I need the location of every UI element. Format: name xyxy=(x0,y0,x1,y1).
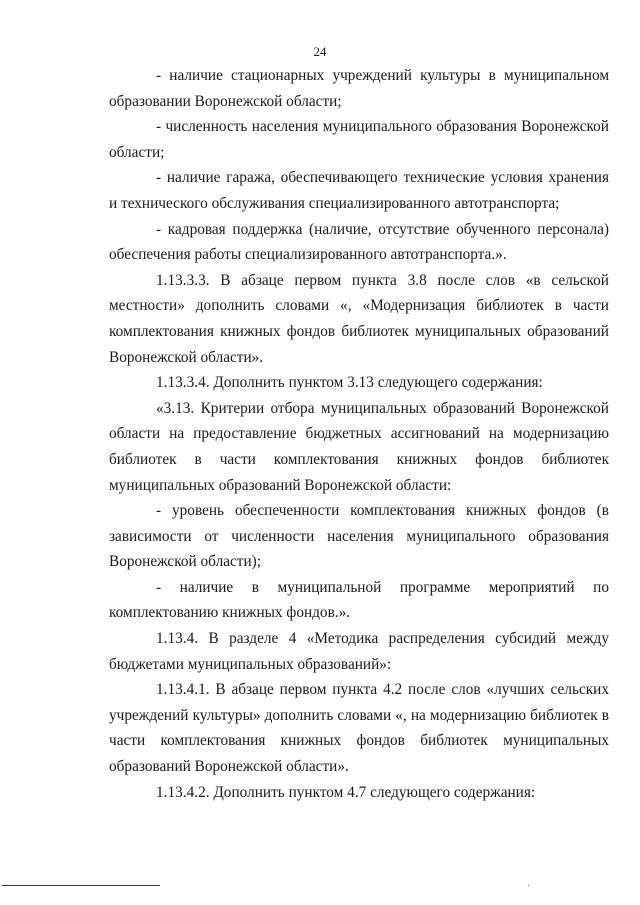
paragraph-10: 1.13.4. В разделе 4 «Методика распределения субсидий между бюджетами муниципальных образований»: xyxy=(109,630,609,673)
page-number: 24 xyxy=(313,44,327,59)
paragraph-12: 1.13.4.2. Дополнить пунктом 4.7 следующего содержания: xyxy=(156,783,536,801)
paragraph-7: «3.13. Критерии отбора муниципальных образований Воронежской области на предоставление бюджетных ассигнований на модернизацию библиотек в части комплектования книжных фондов библиотек муниципальных образований Воронежской области: xyxy=(109,399,609,494)
document-body xyxy=(109,63,609,805)
paragraph-9: - наличие в муниципальной программе мероприятий по комплектованию книжных фондов.». xyxy=(109,578,609,622)
paragraph-2: - численность населения муниципального образования Воронежской области; xyxy=(109,118,609,161)
paragraph-5: 1.13.3.3. В абзаце первом пункта 3.8 после слов «в сельской местности» дополнить словами «, «Модернизация библиотек в части комплектования книжных фондов библиотек муниципальных образований Воронежской области». xyxy=(109,271,609,366)
paragraph-1: - наличие стационарных учреждений культуры в муниципальном образовании Воронежской области; xyxy=(109,67,609,110)
footer-rule xyxy=(2,885,160,886)
paragraph-4: - кадровая поддержка (наличие, отсутствие обученного персонала) обеспечения работы специализированного автотранспорта.». xyxy=(109,220,609,264)
paragraph-8: - уровень обеспеченности комплектования книжных фондов (в зависимости от численности населения муниципального образования Воронежской области); xyxy=(109,502,609,571)
scan-speck: ' xyxy=(528,883,530,893)
paragraph-3: - наличие гаража, обеспечивающего технические условия хранения и технического обслуживания специализированного автотранспорта; xyxy=(109,169,609,212)
paragraph-11: 1.13.4.1. В абзаце первом пункта 4.2 после слов «лучших сельских учреждений культуры» дополнить словами «, на модернизацию библиотек в части комплектования книжных фондов библиотек муниципальных образований Воронежской области». xyxy=(109,681,609,776)
paragraph-6: 1.13.3.4. Дополнить пунктом 3.13 следующего содержания: xyxy=(156,374,543,392)
